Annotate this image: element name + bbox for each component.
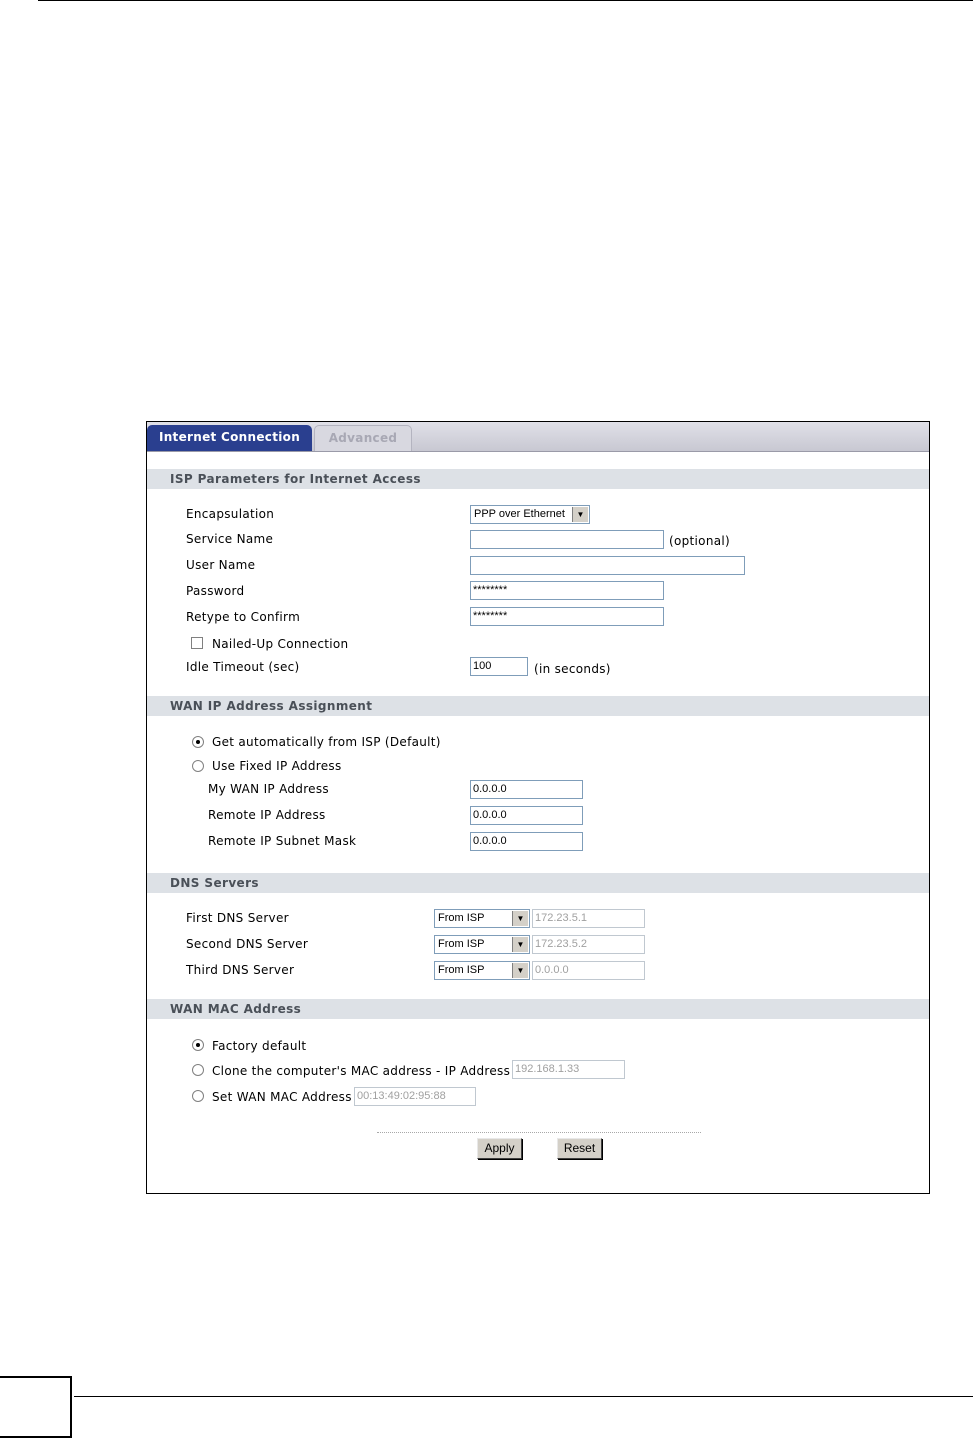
nailed-up-label: Nailed-Up Connection	[212, 637, 349, 651]
encapsulation-label: Encapsulation	[186, 507, 275, 521]
mac-set-radio[interactable]	[192, 1090, 204, 1102]
mac-factory-label: Factory default	[212, 1039, 307, 1053]
first-dns-ip-input[interactable]: 172.23.5.1	[532, 909, 645, 928]
tab-internet-connection[interactable]: Internet Connection	[147, 425, 312, 451]
mac-clone-ip-input[interactable]: 192.168.1.33	[512, 1060, 625, 1079]
wan-ip-auto-label: Get automatically from ISP (Default)	[212, 735, 441, 749]
mac-factory-radio[interactable]	[192, 1039, 204, 1051]
third-dns-mode-select[interactable]: From ISP ▼	[434, 961, 530, 980]
third-dns-ip-input[interactable]: 0.0.0.0	[532, 961, 645, 980]
first-dns-mode-select[interactable]: From ISP ▼	[434, 909, 530, 928]
isp-section-heading: ISP Parameters for Internet Access	[147, 469, 929, 489]
password-input[interactable]: ********	[470, 581, 664, 600]
wan-config-panel	[146, 421, 930, 1194]
second-dns-ip-input[interactable]: 172.23.5.2	[532, 935, 645, 954]
idle-timeout-input[interactable]: 100	[470, 657, 528, 676]
chevron-down-icon: ▼	[512, 963, 528, 978]
first-dns-label: First DNS Server	[186, 911, 289, 925]
tab-advanced[interactable]: Advanced	[314, 425, 412, 451]
second-dns-label: Second DNS Server	[186, 937, 309, 951]
remote-subnet-mask-label: Remote IP Subnet Mask	[208, 834, 357, 848]
idle-timeout-unit: (in seconds)	[534, 662, 611, 676]
chevron-down-icon: ▼	[572, 507, 588, 522]
wan-ip-fixed-radio[interactable]	[192, 760, 204, 772]
third-dns-label: Third DNS Server	[186, 963, 295, 977]
encapsulation-select[interactable]: PPP over Ethernet ▼	[470, 505, 590, 524]
reset-button[interactable]: Reset	[557, 1138, 602, 1159]
mac-clone-radio[interactable]	[192, 1064, 204, 1076]
chevron-down-icon: ▼	[512, 911, 528, 926]
wan-ip-section-heading: WAN IP Address Assignment	[147, 696, 929, 716]
apply-button[interactable]: Apply	[477, 1138, 522, 1159]
retype-password-label: Retype to Confirm	[186, 610, 301, 624]
wan-ip-auto-radio[interactable]	[192, 736, 204, 748]
nailed-up-checkbox[interactable]	[191, 637, 203, 649]
idle-timeout-label: Idle Timeout (sec)	[186, 660, 300, 674]
remote-subnet-mask-input[interactable]: 0.0.0.0	[470, 832, 583, 851]
retype-password-input[interactable]: ********	[470, 607, 664, 626]
my-wan-ip-label: My WAN IP Address	[208, 782, 329, 796]
user-name-label: User Name	[186, 558, 256, 572]
optional-note: (optional)	[669, 534, 730, 548]
remote-ip-label: Remote IP Address	[208, 808, 326, 822]
page-number-box	[0, 1376, 72, 1438]
mac-section-heading: WAN MAC Address	[147, 999, 929, 1019]
top-rule	[38, 0, 973, 1]
bottom-rule	[74, 1396, 973, 1397]
user-name-input[interactable]	[470, 556, 745, 575]
my-wan-ip-input[interactable]: 0.0.0.0	[470, 780, 583, 799]
tab-bar	[147, 422, 929, 452]
service-name-input[interactable]	[470, 530, 664, 549]
dns-section-heading: DNS Servers	[147, 873, 929, 893]
service-name-label: Service Name	[186, 532, 274, 546]
button-divider	[377, 1132, 701, 1133]
mac-clone-label: Clone the computer's MAC address - IP Address	[212, 1064, 511, 1078]
mac-set-address-input[interactable]: 00:13:49:02:95:88	[354, 1087, 476, 1106]
password-label: Password	[186, 584, 245, 598]
mac-set-label: Set WAN MAC Address	[212, 1090, 352, 1104]
remote-ip-input[interactable]: 0.0.0.0	[470, 806, 583, 825]
chevron-down-icon: ▼	[512, 937, 528, 952]
wan-ip-fixed-label: Use Fixed IP Address	[212, 759, 342, 773]
second-dns-mode-select[interactable]: From ISP ▼	[434, 935, 530, 954]
